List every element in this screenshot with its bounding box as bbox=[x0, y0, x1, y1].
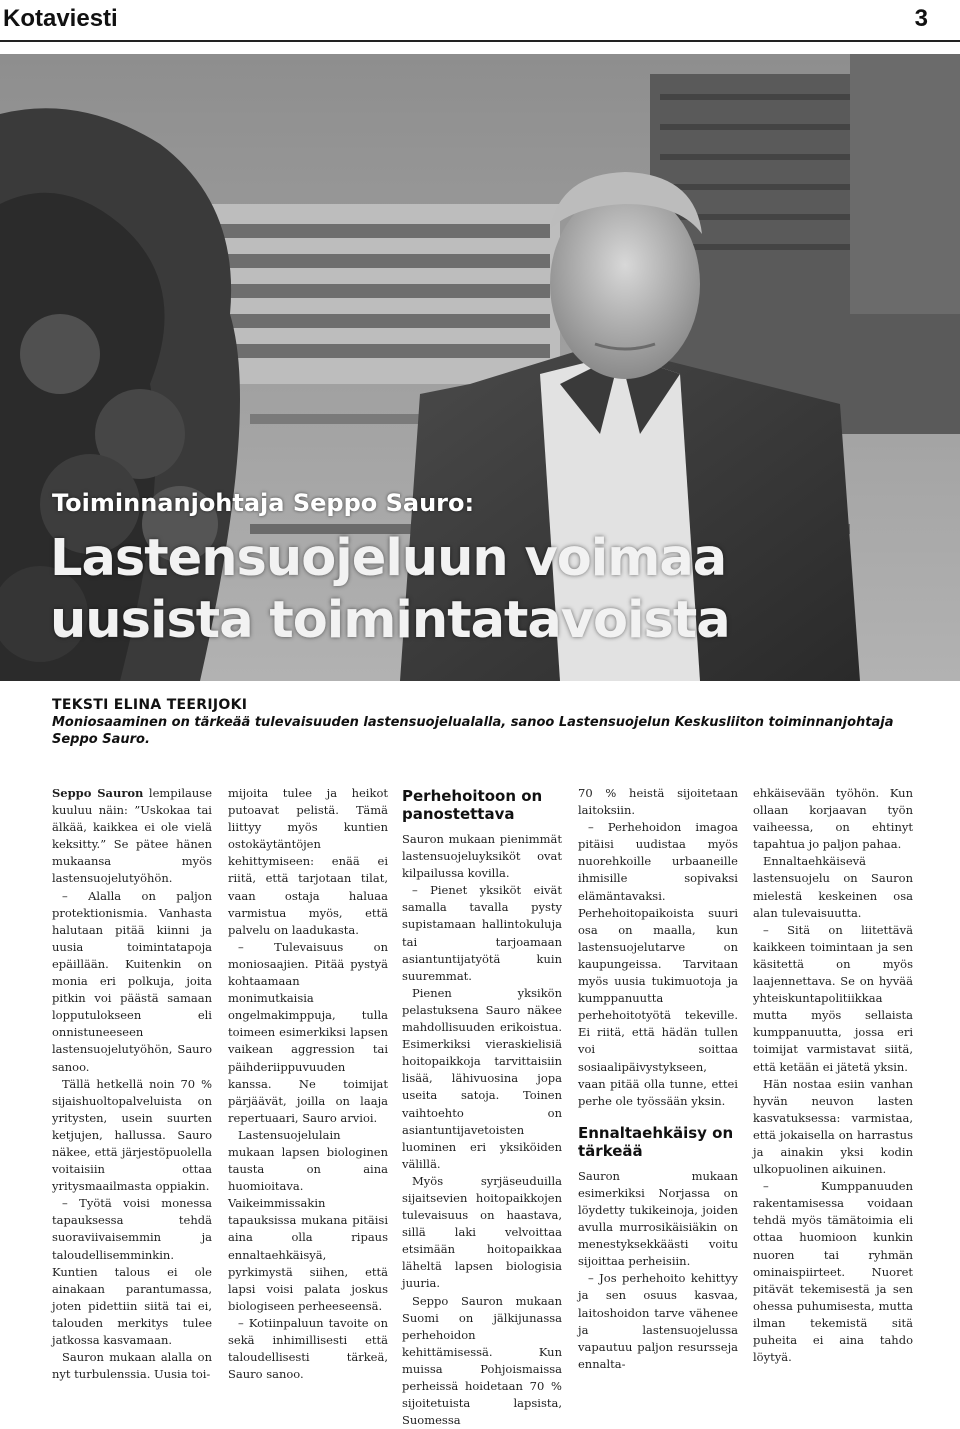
paragraph: Myös syrjäseuduilla sijaitsevien hoitopaikkojen tulevaisuus on haastava, sillä laki velvoittaa etsimään hoitopaikkaa läheltä lapsen biologisia juuria. bbox=[402, 1173, 562, 1291]
text-column-2 bbox=[228, 785, 388, 1382]
section-title: Kotaviesti bbox=[3, 5, 118, 32]
subheading: Ennaltaehkäisy on tärkeää bbox=[578, 1123, 734, 1160]
paragraph: Sauron mukaan alalla on nyt turbulenssia. Uusia toi- bbox=[52, 1350, 212, 1382]
paragraph bbox=[52, 785, 212, 888]
paragraph: – Pienet yksiköt eivät samalla tavalla pysty supistamaan hallintokuluja tai tarjoamaan asiantuntijatyötä kuin suuremmat. bbox=[402, 883, 562, 983]
paragraph: – Alalla on paljon protektionismia. Vanhasta halutaan pitää kiinni ja uusia toimintatapoja epäillään. Kuitenkin on monia eri polkuja, joita pitkin voi päästä samaan lopputulokseen eli onnistuneeseen lastensuojelutyöhön, Sauro sanoo. bbox=[52, 888, 212, 1074]
paragraph: ehkäisevään työhön. Kun ollaan korjaavan työn vaiheessa, on ehtinyt tapahtua jo paljon pahaa. bbox=[753, 786, 913, 852]
paragraph-text: lempilause kuuluu näin: ”Uskokaa tai älkää, kaikkea ei ole vielä keksitty.” Se pätee hänen mukaansa myös lastensuojelutyöhön. bbox=[52, 786, 212, 886]
paragraph: Sauron mukaan esimerkiksi Norjassa on löydetty tukikeinoja, joiden avulla murrosikäisiäkin on menestyksekkäästi voitu sijoittaa perheisiin. bbox=[578, 1168, 738, 1269]
text-column-4 bbox=[578, 785, 738, 1371]
paragraph: – Tulevaisuus on moniosaajien. Pitää pystyä kohtaamaan monimutkaisia ongelmakimppuja, tulla toimeen esimerkiksi lapsen vaikean aggression tai päihderiippuvuuden kanssa. Ne toimijat pärjäävät, joilla on laaja repertuaari, Sauro arvioi. bbox=[228, 939, 388, 1125]
article-kicker: Toiminnanjohtaja Seppo Sauro: bbox=[52, 489, 475, 517]
page-number: 3 bbox=[914, 5, 928, 32]
paragraph: Hän nostaa esiin vanhan hyvän neuvon lasten kasvatuksessa: varmistaa, että jokaisella on harrastus ja ainakin yksi kodin ulkopuolinen aikuinen. bbox=[753, 1076, 913, 1177]
header-rule bbox=[0, 40, 960, 42]
author-credit: TEKSTI ELINA TEERIJOKI bbox=[52, 697, 248, 713]
paragraph: – Sitä on liitettävä kaikkeen toimintaan ja sen käsitettä on myös laajennettava. Se on hyvää yhteiskuntapolitiikkaa mutta myös sellaista kumppanuutta, jossa eri toimijat varmistavat siitä, että ketään ei jätetä yksin. bbox=[753, 922, 913, 1074]
text-column-1 bbox=[52, 785, 212, 1382]
paragraph: Ennaltaehkäisevä lastensuojelu on Sauron mielestä keskeinen osa alan tulevaisuutta. bbox=[753, 854, 913, 920]
text-column-3 bbox=[402, 785, 562, 1428]
paragraph: Pienen yksikön pelastuksena Sauro näkee mahdollisuuden erikoistua. Esimerkiksi vieraskielisiä hoitopaikkoja tarvittaisiin lisää, lähivuosina jopa useita satoja. Toinen vaihtoehto on asiantuntijavetoisten luominen eri yksiköiden välillä. bbox=[402, 985, 562, 1171]
lead-name: Seppo Sauron bbox=[52, 786, 144, 800]
page-header bbox=[0, 0, 960, 38]
paragraph: – Jos perhehoito kehittyy ja sen osuus kasvaa, laitoshoidon tarve vähenee ja lastensuojelussa vapautuu paljon resursseja ennalta- bbox=[578, 1271, 738, 1371]
article-lead: Moniosaaminen on tärkeää tulevaisuuden lastensuojelualalla, sanoo Lastensuojelun Keskusliiton toiminnanjohtaja Seppo Sauro. bbox=[52, 715, 894, 747]
portrait-photo bbox=[0, 54, 960, 681]
paragraph: – Perhehoidon imagoa pitäisi uudistaa myös nuorehkoille urbaaneille ihmisille sopivaksi elämäntavaksi. Perhehoitopaikoista suuri osa on maalla, kun lastensuojelutarve on kaupungeissa. Tarvitaan myös uusia tukimuotoja ja kumppanuutta perhehoitotyötä tekeville. Ei riitä, että hädän tullen voi soittaa sosiaalipäivystykseen, vaan pitää olla tunne, ettei perhe ole työssään yksin. bbox=[578, 820, 738, 1108]
byline bbox=[52, 697, 912, 748]
paragraph: – Kumppanuuden rakentamisessa voidaan tehdä myös tämätoimia eli ottaa huomioon kunkin nuoren tai ryhmän ominaispiirteet. Nuoret pitävät tekemisestä ja sen ohessa puhumisesta, mutta ilman tekemistä sitä puheita ei aina tahdo löytyä. bbox=[753, 1179, 913, 1365]
paragraph: mijoita tulee ja heikot putoavat pelistä. Tämä liittyy myös kuntien ostokäytäntöjen kehittymiseen: enää ei riitä, että tarjotaan tilat, vaan ostaja haluaa varmistua myös, että palvelu on laadukasta. bbox=[228, 786, 388, 937]
subheading: Perhehoitoon on panostettava bbox=[402, 787, 543, 823]
paragraph: Seppo Sauron mukaan Suomi on jälkijunassa perhehoidon kehittämisessä. Kun muissa Pohjoismaissa perheissä hoidetaan 70 % sijoitetuista lapsista, Suomessa bbox=[402, 1293, 562, 1428]
paragraph: Lastensuojelulain mukaan lapsen biologinen tausta on aina huomioitava. Vaikeimmissakin tapauksissa mukana pitäisi aina olla ripaus ennaltaehkäisyä, pyrkimystä siihen, että lapsi voisi palata joskus biologiseen perheeseensä. bbox=[228, 1127, 388, 1313]
paragraph: Sauron mukaan pienimmät lastensuojeluyksiköt ovat kilpailussa kovilla. bbox=[402, 832, 562, 881]
paragraph: – Kotiinpaluun tavoite on sekä inhimillisesti että taloudellisesti tärkeä, Sauro sanoo. bbox=[228, 1315, 388, 1382]
paragraph: 70 % heistä sijoitetaan laitoksiin. bbox=[578, 786, 738, 818]
text-column-5 bbox=[753, 785, 913, 1365]
article-headline: Lastensuojeluun voimaa uusista toimintatavoista bbox=[50, 529, 730, 650]
paragraph: Tällä hetkellä noin 70 % sijaishuoltopalveluista on yritysten, usein suurten ketjujen, hallussa. Sauro näkee, että järjestöpuolella voitaisiin ottaa yritysmaailmasta oppiakin. bbox=[52, 1076, 212, 1194]
paragraph: – Työtä voisi monessa tapauksessa tehdä suoraviivaisemmin ja taloudellisemminkin. Kuntien talous ei ole ainakaan parantumassa, joten pidettiin siitä tai ei, talouden merkitys tulee jatkossa kasvamaan. bbox=[52, 1196, 212, 1347]
